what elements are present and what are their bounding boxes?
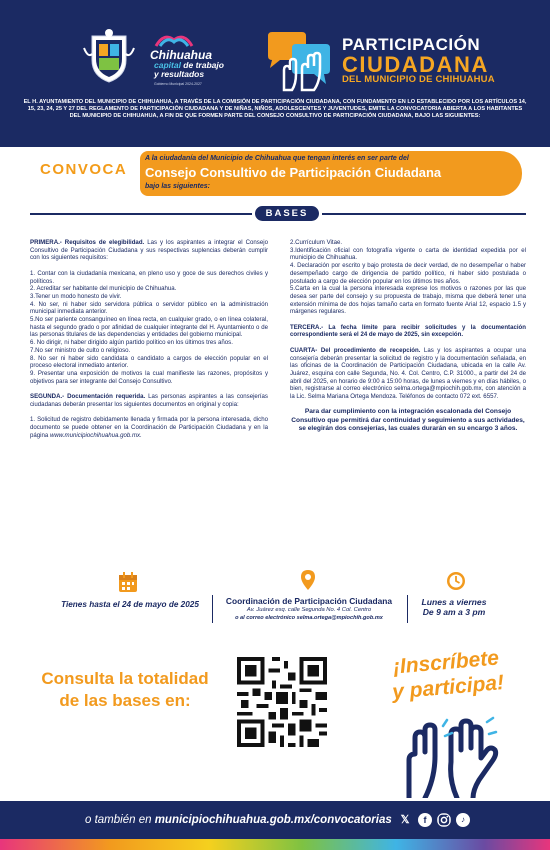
coordinacion-email: o al correo electrónico selma.ortega@mpiochih.gob.mx — [235, 615, 383, 621]
qr-code[interactable] — [233, 653, 331, 751]
consejo-title: Consejo Consultivo de Participación Ciudadana — [145, 165, 442, 180]
raised-hands-icon — [395, 716, 501, 798]
calendar-icon — [118, 571, 138, 593]
requirement-5: 5.No ser pariente consanguíneo en línea recta, en cualquier grado, o en línea colateral, hasta el segundo grado o por afinidad de cualquier integrante del H. Ayuntamiento o de las personas titulares de las dependencias y entidades del gobierno municipal. — [30, 316, 268, 339]
pc-title-line1: PARTICIPACIÓN — [342, 35, 481, 54]
hours-time: De 9 am a 3 pm — [422, 607, 486, 617]
footer-color-stripe — [0, 839, 550, 850]
convoca-line3: bajo las siguientes: — [145, 183, 210, 190]
arch-icon — [154, 30, 194, 48]
cuarta-paragraph: CUARTA- Del procedimiento de recepción. Las y los aspirantes a ocupar una consejería deberán presentar la solicitud de registro y la documentación señalada, en las oficinas de la Coordinación de Participación Ciudadana, ubicada en la calle Av. Juárez, esquina con calle Segunda, No. 4. Col. Centro, C.P. 31000., a partir del 24 de abril del 2025, en horario de 9:00 a 15:00 horas, de lunes a viernes y en días hábiles, o bien, registrarse al correo electrónico selma.ortega@mpiochih.gob.mx, con atención a la Lic. Selma Mariana Ortega Mendoza. Teléfonos de contacto 072 ext. 6557. — [290, 346, 526, 401]
instagram-icon[interactable] — [437, 813, 451, 827]
footer-url-text: o también en municipiochihuahua.gob.mx/convocatorias — [85, 814, 392, 826]
requirement-6: 6. No dirigir, ni haber dirigido algún partido político en los últimos tres años. — [30, 339, 233, 347]
convocatorias-link[interactable]: municipiochihuahua.gob.mx/convocatorias — [154, 814, 392, 826]
document-1: 1. Solicitud de registro debidamente llenada y firmada por la persona interesada, dicho documento se puede obtener en la Coordinación de Participación Ciudadana y en la página www.municipiochihuahua.gob.mx. — [30, 416, 268, 439]
inscribete-slogan: ¡Inscríbete y participa! — [391, 646, 505, 704]
hours-days: Lunes a viernes — [421, 597, 487, 607]
convoca-line1: A la ciudadanía del Municipio de Chihuahua que tengan interés en ser parte del — [145, 155, 409, 162]
requirement-4: 4. No ser, ni haber sido servidora pública o servidor público en la administración municipal inmediata anterior. — [30, 300, 268, 316]
municipal-shield-logo — [82, 28, 136, 84]
consulta-text: Consulta la totalidad de las bases en: — [41, 669, 209, 710]
primera-paragraph: PRIMERA.- Requisitos de elegibilidad. Las y los aspirantes a integrar el Consejo Consultivo de Participación Ciudadana y sus respectivas suplencias deberán cumplir con los siguientes requisitos: — [30, 239, 268, 262]
coordinacion-title: Coordinación de Participación Ciudadana — [225, 596, 393, 606]
pc-title-line2: CIUDADANA — [342, 52, 489, 77]
requirement-1: 1. Contar con la ciudadanía mexicana, en pleno uso y goce de sus derechos civiles y políticos. — [30, 269, 268, 285]
segunda-paragraph: SEGUNDA.- Documentación requerida. Las personas aspirantes a las consejerías ciudadanas deberán presentar los siguientes documentos en original y copia: — [30, 393, 268, 408]
coordinacion-address: Av. Juárez esq. calle Segunda No. 4 Col. Centro — [246, 607, 372, 613]
requirement-9: 9. Presentar una exposición de motivos la cual manifieste las razones, propósitos y objetivos para ser integrante del Consejo Consultivo. — [30, 369, 268, 385]
intro-paragraph: EL H. AYUNTAMIENTO DEL MUNICIPIO DE CHIHUAHUA, A TRAVÉS DE LA COMISIÓN DE PARTICIPACIÓN CIUDADANA, CON FUNDAMENTO EN LO ESTABLECIDO POR LOS ARTÍCULOS 14, 15, 23, 24, 25 Y 27 DEL REGLAMENTO DE PARTICIPACIÓN CIUDADANA Y DE NIÑAS, NIÑOS, ADOLESCENTES Y JUVENTUDES, EMITE LA CONVOCATORIA ABIERTA A LOS HABITANTES DEL MUNICIPIO DE CHIHUAHUA, A FIN DE QUE FORMEN PARTE DEL CONSEJO CONSULTIVO DE PARTICIPACIÓN CIUDADANA, BAJO LAS SIGUIENTES: — [23, 99, 527, 120]
document-2: 2.Currículum Vitae. — [290, 239, 343, 246]
document-4: 4. Declaración por escrito y bajo protesta de decir verdad, de no desempeñar o haber desempeñado cargo de dirigencia de partido político, ni haber sido postulada o postulado a cargo de elección popular en los últimos tres años. — [290, 262, 526, 285]
closing-statement: Para dar cumplimiento con la integración escalonada del Consejo Consultivo que permitirá dar continuidad y seguimiento a sus actividades, se elegirán dos consejerías, las cuales durarán en su encargo 3 años. — [291, 408, 525, 433]
chihuahua-capital-logo — [140, 30, 250, 86]
tercera-paragraph: TERCERA.- La fecha límite para recibir solicitudes y la documentación correspondiente será el 24 de mayo de 2025, sin excepción. — [290, 323, 526, 339]
info-divider-right — [407, 595, 408, 623]
requirement-7: 7.No ser ministro de culto o religioso. — [30, 346, 131, 354]
document-5: 5.Carta en la cual la persona interesada exprese los motivos o razones por las que desea ser parte del consejo y su propuesta de trabajo, misma que deberá tener una extensión mínima de dos hojas tamaño carta en formato fuente Arial 12, espacio 1.5 y márgenes regulares. — [290, 285, 526, 316]
tiktok-icon[interactable]: ♪ — [456, 813, 470, 827]
participacion-hands-icon — [262, 30, 336, 92]
requirement-8: 8. No ser ni haber sido candidata o candidato a cargos de elección popular en el proceso electoral inmediato anterior. — [30, 354, 268, 370]
convoca-heading: CONVOCA — [40, 161, 128, 178]
facebook-icon[interactable]: f — [418, 813, 432, 827]
government-period: Gobierno Municipal 2024-2027 — [154, 82, 202, 86]
requirement-3: 3.Tener un modo honesto de vivir. — [30, 292, 122, 300]
location-pin-icon — [300, 569, 316, 591]
requirement-2: 2. Acreditar ser habitante del municipio de Chihuahua. — [30, 285, 177, 293]
bases-divider-right — [322, 213, 526, 215]
website-link[interactable]: www.municipiochihuahua.gob.mx. — [50, 431, 142, 439]
bases-right-column — [290, 239, 526, 434]
bases-divider-left — [30, 213, 252, 215]
clock-icon — [446, 570, 466, 592]
x-icon[interactable]: 𝕏 — [400, 814, 410, 826]
bases-label: BASES — [255, 206, 319, 221]
chihuahua-slogan: capital de trabajo y resultados — [154, 60, 224, 79]
bases-left-column — [30, 239, 268, 439]
chihuahua-title: Chihuahua — [150, 48, 212, 62]
info-divider-left — [212, 595, 213, 623]
pc-title-line3: DEL MUNICIPIO DE CHIHUAHUA — [342, 74, 495, 85]
deadline-text: Tienes hasta el 24 de mayo de 2025 — [61, 600, 199, 609]
document-3: 3.Identificación oficial con fotografía vigente o carta de identidad expedida por el municipio de Chihuahua. — [290, 246, 526, 262]
